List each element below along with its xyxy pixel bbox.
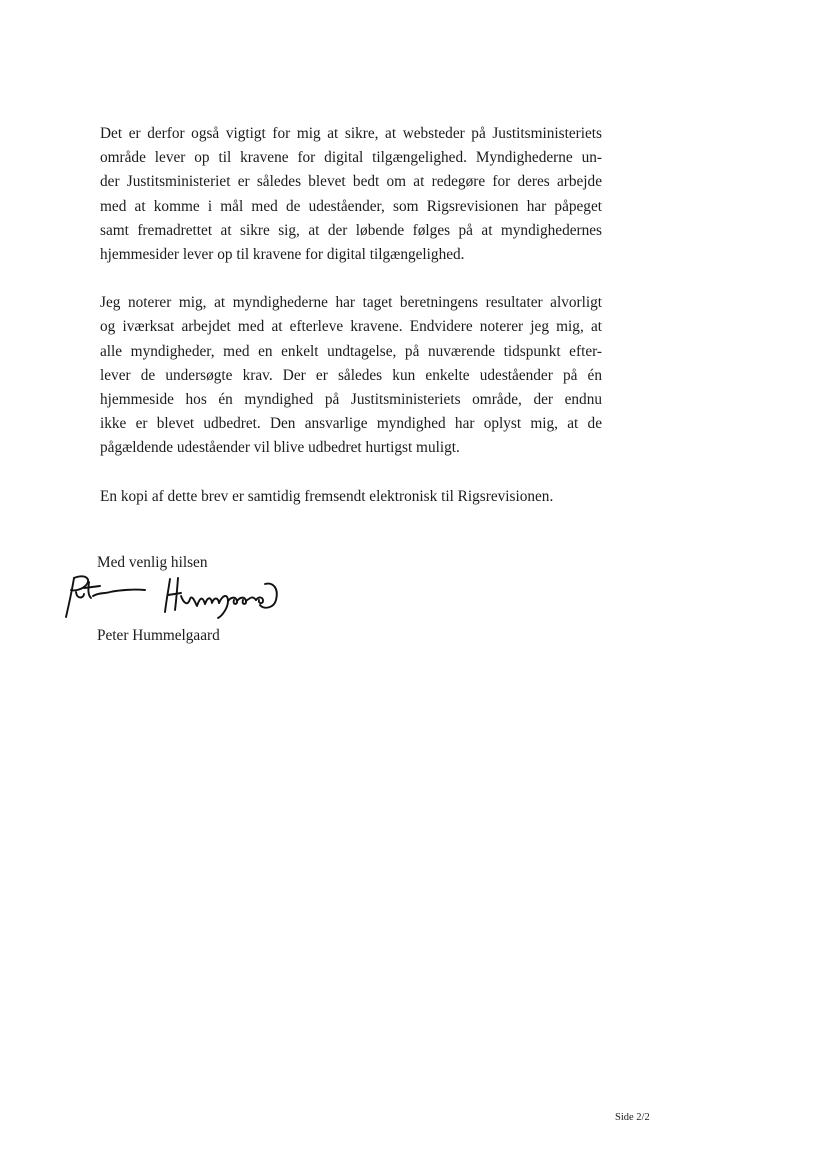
- text-line: hjemmesider lever op til kravene for digital tilgængelighed.: [100, 246, 465, 264]
- text-line: pågældende udeståender vil blive udbedret hurtigst muligt.: [100, 439, 460, 457]
- letter-body: [100, 122, 602, 533]
- text-line: og iværksat arbejdet med at efterleve kravene. Endvidere noterer jeg mig, at: [100, 318, 602, 336]
- text-line: Det er derfor også vigtigt for mig at sikre, at websteder på Justitsministeriets: [100, 125, 602, 142]
- text-line: Jeg noterer mig, at myndighederne har taget beretningens resultater alvorligt: [100, 294, 602, 312]
- page-number: Side 2/2: [615, 1112, 650, 1123]
- text-line: der Justitsministeriet er således blevet bedt om at redegøre for deres arbejde: [100, 173, 602, 191]
- paragraph-3: [100, 485, 602, 509]
- text-line: hjemmeside hos én myndighed på Justitsministeriets område, der endnu: [100, 391, 602, 409]
- text-line: alle myndigheder, med en enkelt undtagelse, på nuværende tidspunkt efter-: [100, 342, 602, 360]
- text-line: lever de undersøgte krav. Der er således kun enkelte udeståender på én: [100, 366, 602, 384]
- text-line: ikke er blevet udbedret. Den ansvarlige myndighed har oplyst mig, at de: [100, 415, 602, 433]
- closing-salutation: Med venlig hilsen: [97, 554, 208, 571]
- signer-name: Peter Hummelgaard: [97, 627, 220, 644]
- text-line: område lever op til kravene for digital tilgængelighed. Myndighederne un-: [100, 149, 602, 167]
- text-line: med at komme i mål med de udeståender, som Rigsrevisionen har påpeget: [100, 197, 602, 215]
- text-line: samt fremadrettet at sikre sig, at der løbende følges på at myndighedernes: [100, 221, 602, 239]
- handwritten-signature: [60, 570, 300, 622]
- paragraph-2: [100, 291, 602, 460]
- paragraph-1: [100, 122, 602, 267]
- text-line: En kopi af dette brev er samtidig fremsendt elektronisk til Rigsrevisionen.: [100, 487, 554, 505]
